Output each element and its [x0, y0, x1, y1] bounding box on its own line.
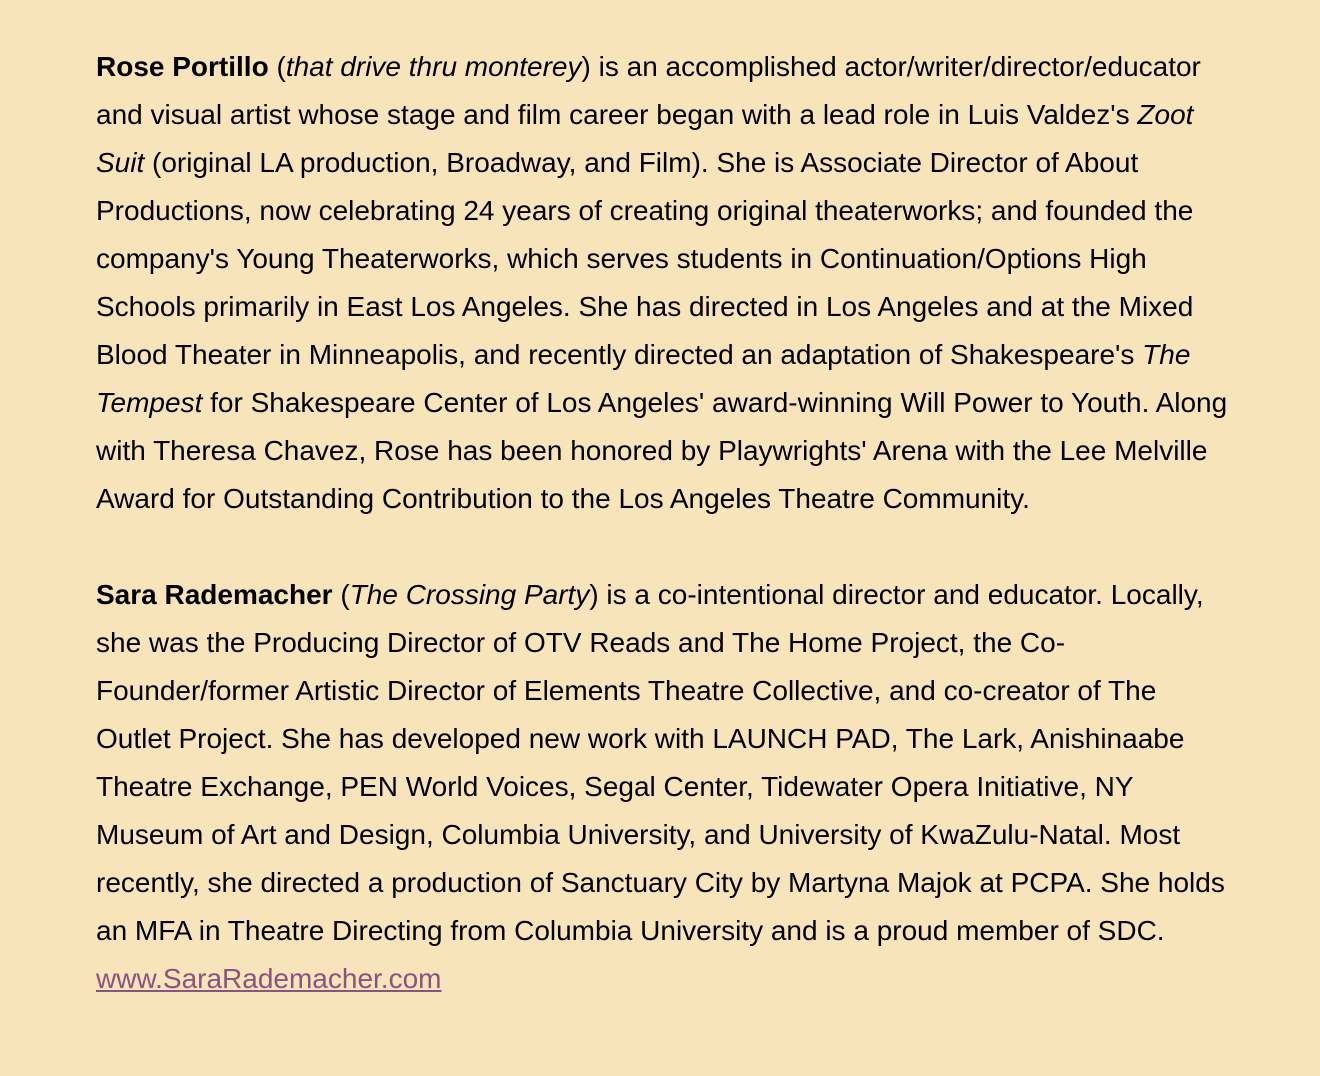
bio-name: Rose Portillo	[96, 51, 269, 82]
website-link[interactable]: www.SaraRademacher.com	[96, 963, 442, 994]
bios-container	[96, 43, 1236, 1003]
bio-text: for Shakespeare Center of Los Angeles' award-winning Will Power to Youth. Along with Theresa Chavez, Rose has been honored by Playwrights' Arena with the Lee Melville Award for Outstanding Contribution to the Los Angeles Theatre Community.	[96, 387, 1228, 514]
bio-show-title: that drive thru monterey	[285, 51, 582, 82]
bio-italic-title: Zoot Suit	[96, 99, 1194, 178]
paren-close: )	[589, 579, 599, 610]
bio-rose-portillo	[96, 43, 1236, 523]
paren-open: (	[332, 579, 350, 610]
bio-text: is a co-intentional director and educator. Locally, she was the Producing Director of OTV Reads and The Home Project, the Co-Founder/former Artistic Director of Elements Theatre Collective, and co-creator of The Outlet Project. She has developed new work with LAUNCH PAD, The Lark, Anishinaabe Theatre Exchange, PEN World Voices, Segal Center, Tidewater Opera Initiative, NY Museum of Art and Design, Columbia University, and University of KwaZulu-Natal. Most recently, she directed a production of Sanctuary City by Martyna Majok at PCPA. She holds an MFA in Theatre Directing from Columbia University and is a proud member of SDC.	[96, 579, 1225, 946]
paren-close: )	[581, 51, 591, 82]
bio-text: is an accomplished actor/writer/director/educator and visual artist whose stage and film career began with a lead role in Luis Valdez's	[96, 51, 1201, 130]
paren-open: (	[268, 51, 286, 82]
bio-name: Sara Rademacher	[96, 579, 333, 610]
bio-text: (original LA production, Broadway, and Film). She is Associate Director of About Productions, now celebrating 24 years of creating original theaterworks; and founded the company's Young Theaterworks, which serves students in Continuation/Options High Schools primarily in East Los Angeles. She has directed in Los Angeles and at the Mixed Blood Theater in Minneapolis, and recently directed an adaptation of Shakespeare's	[96, 147, 1194, 370]
bio-sara-rademacher	[96, 571, 1236, 1003]
bio-italic-title: The Tempest	[96, 339, 1191, 418]
bio-show-title: The Crossing Party	[349, 579, 590, 610]
